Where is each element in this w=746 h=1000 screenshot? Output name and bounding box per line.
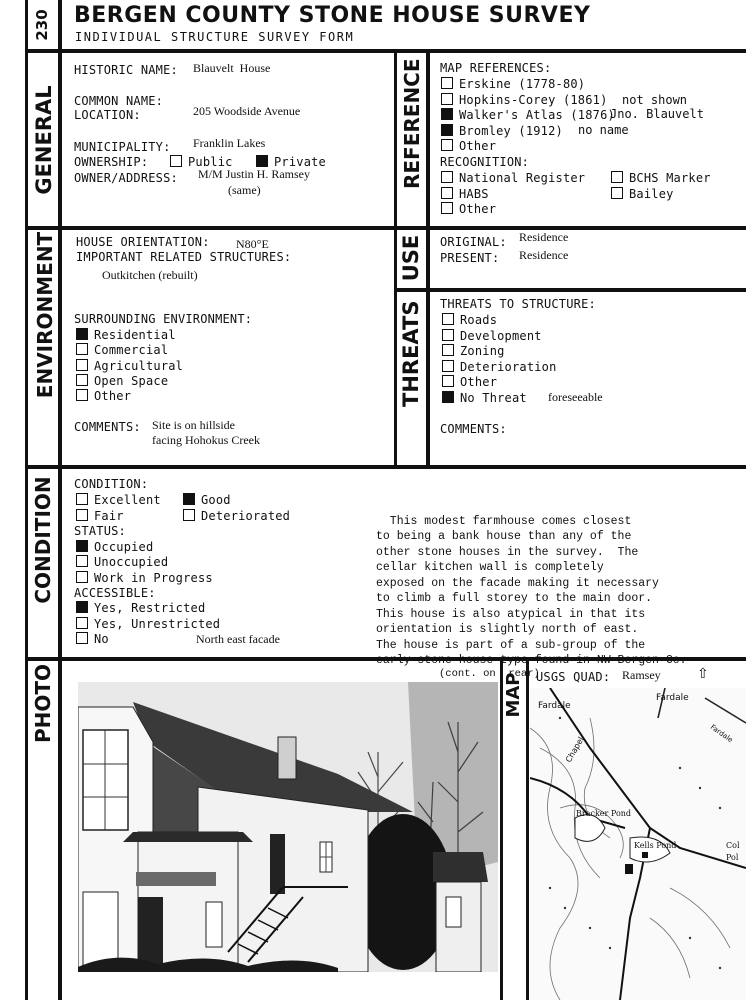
header-rule: [25, 49, 746, 53]
use-present-label: PRESENT:: [440, 251, 500, 265]
condition-deteriorated[interactable]: Deteriorated: [183, 509, 290, 523]
env-comments-label: COMMENTS:: [74, 420, 141, 434]
status-in-progress[interactable]: Work in Progress: [76, 571, 213, 585]
orientation-label: HOUSE ORIENTATION:: [76, 235, 210, 249]
historic-name-label: HISTORIC NAME:: [74, 63, 178, 77]
status-label: STATUS:: [74, 524, 126, 538]
recognition-bailey[interactable]: Bailey: [611, 187, 674, 201]
checkbox[interactable]: [442, 344, 454, 356]
threats-comments-label: COMMENTS:: [440, 422, 507, 436]
ownership-private[interactable]: Private: [256, 155, 326, 169]
location: 205 Woodside Avenue: [193, 104, 301, 118]
checkbox[interactable]: [441, 108, 453, 120]
common-name-label: COMMON NAME:: [74, 94, 164, 108]
north-arrow-icon: ⇧: [697, 666, 709, 682]
use-original: Residence: [519, 230, 569, 244]
threat-note: foreseeable: [548, 390, 603, 404]
municipality: Franklin Lakes: [193, 136, 266, 150]
threat-roads[interactable]: Roads: [442, 313, 497, 327]
env-comments-line1: Site is on hillside: [152, 418, 236, 432]
condition-label: CONDITION:: [74, 477, 149, 491]
ownership-public[interactable]: Public: [170, 155, 233, 169]
surrounding-other[interactable]: Other: [76, 389, 131, 403]
house-photo-svg: [78, 682, 498, 972]
orientation: N80°E: [236, 237, 269, 251]
checkbox[interactable]: [76, 571, 88, 583]
usgs-map: [530, 688, 746, 1000]
description-line: orientation is slightly north of east.: [376, 623, 639, 636]
checkbox[interactable]: [441, 139, 453, 151]
checkbox[interactable]: [76, 540, 88, 552]
use-present: Residence: [519, 248, 569, 262]
surrounding-agricultural[interactable]: Agricultural: [76, 359, 183, 373]
accessible-no[interactable]: No: [76, 632, 109, 646]
map-place-label: Kells Pond: [634, 841, 677, 850]
checkbox[interactable]: [611, 171, 623, 183]
description-line: to climb a full storey to the main door.: [376, 592, 653, 605]
section-condition: CONDITION: [31, 476, 55, 604]
description-line: to being a bank house than any of the: [376, 530, 632, 543]
checkbox[interactable]: [441, 124, 453, 136]
surrounding-residential[interactable]: Residential: [76, 328, 176, 342]
checkbox-private[interactable]: [256, 155, 268, 167]
section-map: MAP: [503, 672, 524, 718]
checkbox[interactable]: [442, 391, 454, 403]
checkbox[interactable]: [76, 328, 88, 340]
checkbox[interactable]: [76, 632, 88, 644]
map-place-label: Fardale: [656, 693, 689, 703]
checkbox-public[interactable]: [170, 155, 182, 167]
section-threats: THREATS: [399, 300, 423, 407]
owner-label: OWNER/ADDRESS:: [74, 171, 178, 185]
checkbox[interactable]: [441, 171, 453, 183]
related-structures: Outkitchen (rebuilt): [102, 268, 198, 282]
condition-excellent[interactable]: Excellent: [76, 493, 161, 507]
form-number: 230: [33, 9, 51, 41]
map-ref-walker[interactable]: Walker's Atlas (1876): [441, 108, 615, 122]
description-line: (cont. on rear): [376, 667, 540, 680]
surrounding-open-space[interactable]: Open Space: [76, 374, 168, 388]
description-line: cellar kitchen wall is completely: [376, 561, 604, 574]
checkbox[interactable]: [76, 617, 88, 629]
recognition-bchs-marker[interactable]: BCHS Marker: [611, 171, 711, 185]
env-comments-line2: facing Hohokus Creek: [152, 433, 260, 447]
map-references-label: MAP REFERENCES:: [440, 61, 552, 75]
section-use: USE: [399, 234, 423, 282]
checkbox[interactable]: [442, 313, 454, 325]
recognition-habs[interactable]: HABS: [441, 187, 489, 201]
recognition-national-register[interactable]: National Register: [441, 171, 585, 185]
owner: M/M Justin H. Ramsey: [198, 167, 311, 181]
checkbox[interactable]: [183, 493, 195, 505]
checkbox[interactable]: [76, 509, 88, 521]
condition-good[interactable]: Good: [183, 493, 231, 507]
usgs-map-svg: [530, 688, 746, 1000]
section-environment: ENVIRONMENT: [33, 231, 57, 399]
description-line: The house is part of a sub-group of the: [376, 638, 646, 652]
description-line: This house is also atypical in that its: [376, 607, 646, 621]
section-general: GENERAL: [32, 85, 56, 195]
status-unoccupied[interactable]: Unoccupied: [76, 555, 168, 569]
checkbox[interactable]: [611, 187, 623, 199]
description-line: early stone house type found in NW Bergen Co.: [376, 654, 687, 667]
recognition-other[interactable]: Other: [441, 202, 496, 216]
map-ref-erskine[interactable]: Erskine (1778-80): [441, 77, 585, 91]
location-label: LOCATION:: [74, 108, 141, 122]
use-threat-rule: [396, 288, 746, 292]
checkbox[interactable]: [76, 359, 88, 371]
checkbox[interactable]: [442, 329, 454, 341]
checkbox[interactable]: [76, 389, 88, 401]
checkbox[interactable]: [76, 601, 88, 613]
map-place-label: Bracker Pond: [576, 809, 632, 818]
checkbox[interactable]: [76, 555, 88, 567]
threat-other[interactable]: Other: [442, 375, 497, 389]
status-occupied[interactable]: Occupied: [76, 540, 153, 554]
threat-no-threat[interactable]: No Threat: [442, 391, 527, 405]
general-rule: [25, 226, 746, 230]
historic-name: Blauvelt House: [193, 61, 271, 75]
checkbox[interactable]: [441, 93, 453, 105]
checkbox[interactable]: [76, 493, 88, 505]
form-title: BERGEN COUNTY STONE HOUSE SURVEY: [74, 3, 591, 28]
map-place-label: Col: [726, 841, 740, 850]
map-ref-bromley[interactable]: Bromley (1912): [441, 124, 563, 138]
map-place-label: Chapel: [563, 735, 586, 764]
checkbox[interactable]: [441, 187, 453, 199]
use-original-label: ORIGINAL:: [440, 235, 507, 249]
usgs-quad: Ramsey: [622, 668, 661, 682]
accessible-unrestricted[interactable]: Yes, Unrestricted: [76, 617, 220, 631]
recognition-label: RECOGNITION:: [440, 155, 530, 169]
map-ref-hopkins[interactable]: Hopkins-Corey (1861): [441, 93, 608, 107]
house-photo: [78, 682, 498, 972]
checkbox[interactable]: [76, 343, 88, 355]
form-subtitle: INDIVIDUAL STRUCTURE SURVEY FORM: [75, 30, 355, 44]
threat-development[interactable]: Development: [442, 329, 542, 343]
checkbox[interactable]: [183, 509, 195, 521]
checkbox[interactable]: [441, 77, 453, 89]
ownership-label: OWNERSHIP:: [74, 155, 149, 169]
env-rule: [25, 465, 746, 469]
description-line: This modest farmhouse comes closest: [376, 514, 632, 528]
threat-deterioration[interactable]: Deterioration: [442, 360, 557, 374]
threat-zoning[interactable]: Zoning: [442, 344, 505, 358]
related-structures-label: IMPORTANT RELATED STRUCTURES:: [76, 250, 292, 264]
surrounding-label: SURROUNDING ENVIRONMENT:: [74, 312, 253, 326]
threats-label: THREATS TO STRUCTURE:: [440, 297, 596, 311]
map-ref-other[interactable]: Other: [441, 139, 496, 153]
description-line: other stone houses in the survey. The: [376, 545, 639, 559]
owner-address: (same): [228, 183, 261, 197]
accessible-restricted[interactable]: Yes, Restricted: [76, 601, 205, 615]
map-place-label: Pol: [726, 853, 739, 862]
photo-caption: North east facade: [196, 632, 280, 646]
map-ref-bromley-note: no name: [578, 123, 629, 137]
checkbox[interactable]: [441, 202, 453, 214]
map-place-label: Fardale: [708, 723, 735, 745]
usgs-quad-label: USGS QUAD:: [536, 670, 611, 684]
checkbox[interactable]: [442, 360, 454, 372]
map-ref-hopkins-note: not shown: [622, 93, 688, 107]
section-reference: REFERENCE: [400, 58, 424, 189]
accessible-label: ACCESSIBLE:: [74, 586, 156, 600]
checkbox[interactable]: [442, 375, 454, 387]
checkbox[interactable]: [76, 374, 88, 386]
map-place-label: Fardale: [538, 701, 571, 711]
description: [376, 498, 687, 695]
map-ref-walker-note: Jno. Blauvelt: [610, 107, 704, 121]
municipality-label: MUNICIPALITY:: [74, 140, 171, 154]
surrounding-commercial[interactable]: Commercial: [76, 343, 168, 357]
description-line: exposed on the facade making it necessary: [376, 576, 659, 590]
section-photo: PHOTO: [31, 663, 55, 743]
condition-fair[interactable]: Fair: [76, 509, 124, 523]
